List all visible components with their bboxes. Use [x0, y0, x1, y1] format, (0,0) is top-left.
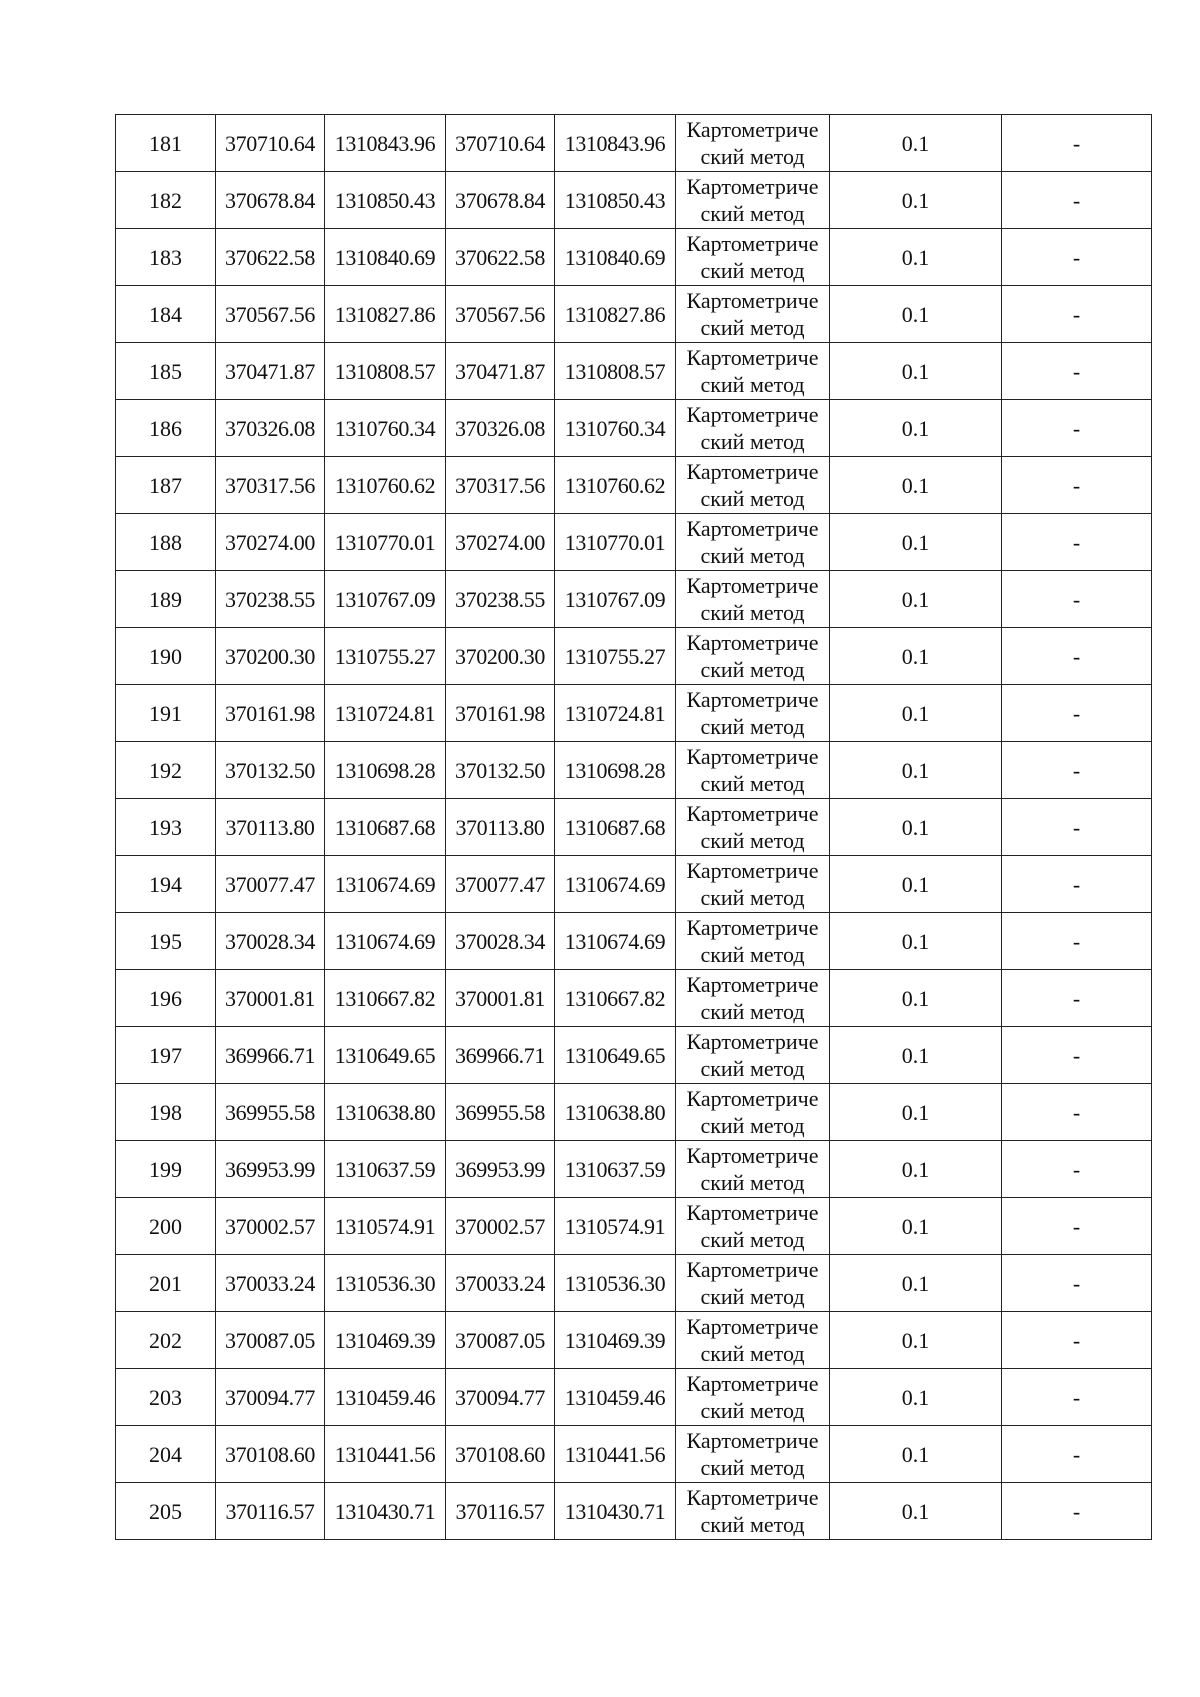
method-line-1: Картометриче [686, 915, 819, 940]
precision-cell: 0.1 [830, 742, 1002, 799]
table-row [116, 172, 1152, 229]
x-coordinate-cell: 370108.60 [446, 1426, 555, 1483]
method-cell [676, 1084, 830, 1141]
method-cell [676, 1255, 830, 1312]
x-coordinate-cell: 369966.71 [446, 1027, 555, 1084]
method-cell [676, 115, 830, 172]
note-cell: - [1002, 571, 1152, 628]
point-number-cell: 194 [116, 856, 216, 913]
note-cell: - [1002, 1369, 1152, 1426]
method-cell [676, 1426, 830, 1483]
table-row [116, 1027, 1152, 1084]
precision-cell: 0.1 [830, 1141, 1002, 1198]
note-cell: - [1002, 400, 1152, 457]
method-line-1: Картометриче [686, 402, 819, 427]
x-coordinate-cell: 370116.57 [216, 1483, 325, 1540]
table-row [116, 856, 1152, 913]
note-cell: - [1002, 1141, 1152, 1198]
method-line-1: Картометриче [686, 1029, 819, 1054]
x-coordinate-cell: 369955.58 [216, 1084, 325, 1141]
table-row [116, 571, 1152, 628]
table-row [116, 970, 1152, 1027]
y-coordinate-cell: 1310638.80 [325, 1084, 446, 1141]
precision-cell: 0.1 [830, 457, 1002, 514]
note-cell: - [1002, 685, 1152, 742]
method-line-1: Картометриче [686, 744, 819, 769]
method-line-2: ский метод [700, 1398, 805, 1423]
method-line-2: ский метод [700, 144, 805, 169]
y-coordinate-cell: 1310441.56 [555, 1426, 676, 1483]
method-cell [676, 913, 830, 970]
table-row [116, 343, 1152, 400]
table-row [116, 115, 1152, 172]
method-line-2: ский метод [700, 315, 805, 340]
y-coordinate-cell: 1310755.27 [555, 628, 676, 685]
note-cell: - [1002, 229, 1152, 286]
x-coordinate-cell: 370710.64 [216, 115, 325, 172]
precision-cell: 0.1 [830, 286, 1002, 343]
x-coordinate-cell: 370471.87 [446, 343, 555, 400]
method-line-2: ский метод [700, 1227, 805, 1252]
x-coordinate-cell: 370087.05 [216, 1312, 325, 1369]
method-cell [676, 457, 830, 514]
y-coordinate-cell: 1310827.86 [555, 286, 676, 343]
method-line-1: Картометриче [686, 573, 819, 598]
y-coordinate-cell: 1310667.82 [555, 970, 676, 1027]
point-number-cell: 188 [116, 514, 216, 571]
method-line-2: ский метод [700, 201, 805, 226]
table-row [116, 1426, 1152, 1483]
method-line-1: Картометриче [686, 459, 819, 484]
method-line-2: ский метод [700, 942, 805, 967]
y-coordinate-cell: 1310808.57 [555, 343, 676, 400]
point-number-cell: 195 [116, 913, 216, 970]
point-number-cell: 181 [116, 115, 216, 172]
x-coordinate-cell: 370317.56 [446, 457, 555, 514]
y-coordinate-cell: 1310687.68 [555, 799, 676, 856]
method-line-2: ский метод [700, 486, 805, 511]
x-coordinate-cell: 370238.55 [216, 571, 325, 628]
x-coordinate-cell: 370678.84 [216, 172, 325, 229]
table-row [116, 799, 1152, 856]
note-cell: - [1002, 1483, 1152, 1540]
method-line-1: Картометриче [686, 288, 819, 313]
precision-cell: 0.1 [830, 514, 1002, 571]
precision-cell: 0.1 [830, 172, 1002, 229]
y-coordinate-cell: 1310574.91 [555, 1198, 676, 1255]
precision-cell: 0.1 [830, 1198, 1002, 1255]
table-row [116, 1312, 1152, 1369]
point-number-cell: 187 [116, 457, 216, 514]
precision-cell: 0.1 [830, 1027, 1002, 1084]
y-coordinate-cell: 1310760.62 [555, 457, 676, 514]
y-coordinate-cell: 1310469.39 [325, 1312, 446, 1369]
precision-cell: 0.1 [830, 1483, 1002, 1540]
y-coordinate-cell: 1310637.59 [325, 1141, 446, 1198]
precision-cell: 0.1 [830, 1426, 1002, 1483]
y-coordinate-cell: 1310574.91 [325, 1198, 446, 1255]
x-coordinate-cell: 369953.99 [216, 1141, 325, 1198]
precision-cell: 0.1 [830, 571, 1002, 628]
table-row [116, 229, 1152, 286]
method-line-2: ский метод [700, 543, 805, 568]
method-cell [676, 400, 830, 457]
y-coordinate-cell: 1310843.96 [325, 115, 446, 172]
y-coordinate-cell: 1310755.27 [325, 628, 446, 685]
precision-cell: 0.1 [830, 1255, 1002, 1312]
precision-cell: 0.1 [830, 400, 1002, 457]
note-cell: - [1002, 742, 1152, 799]
method-cell [676, 856, 830, 913]
table-row [116, 1483, 1152, 1540]
method-cell [676, 172, 830, 229]
note-cell: - [1002, 799, 1152, 856]
y-coordinate-cell: 1310637.59 [555, 1141, 676, 1198]
point-number-cell: 196 [116, 970, 216, 1027]
x-coordinate-cell: 370710.64 [446, 115, 555, 172]
y-coordinate-cell: 1310808.57 [325, 343, 446, 400]
precision-cell: 0.1 [830, 1369, 1002, 1426]
y-coordinate-cell: 1310674.69 [555, 913, 676, 970]
precision-cell: 0.1 [830, 229, 1002, 286]
note-cell: - [1002, 1084, 1152, 1141]
document-page [115, 114, 1151, 1540]
x-coordinate-cell: 370002.57 [446, 1198, 555, 1255]
method-line-2: ский метод [700, 600, 805, 625]
method-cell [676, 1483, 830, 1540]
x-coordinate-cell: 369953.99 [446, 1141, 555, 1198]
x-coordinate-cell: 370326.08 [216, 400, 325, 457]
precision-cell: 0.1 [830, 970, 1002, 1027]
x-coordinate-cell: 370161.98 [446, 685, 555, 742]
precision-cell: 0.1 [830, 343, 1002, 400]
y-coordinate-cell: 1310667.82 [325, 970, 446, 1027]
y-coordinate-cell: 1310767.09 [555, 571, 676, 628]
x-coordinate-cell: 370033.24 [446, 1255, 555, 1312]
method-line-2: ский метод [700, 1170, 805, 1195]
y-coordinate-cell: 1310430.71 [325, 1483, 446, 1540]
note-cell: - [1002, 172, 1152, 229]
point-number-cell: 193 [116, 799, 216, 856]
point-number-cell: 186 [116, 400, 216, 457]
table-row [116, 400, 1152, 457]
method-line-1: Картометриче [686, 630, 819, 655]
y-coordinate-cell: 1310687.68 [325, 799, 446, 856]
x-coordinate-cell: 370116.57 [446, 1483, 555, 1540]
method-cell [676, 1312, 830, 1369]
point-number-cell: 191 [116, 685, 216, 742]
precision-cell: 0.1 [830, 913, 1002, 970]
method-line-1: Картометриче [686, 117, 819, 142]
x-coordinate-cell: 370471.87 [216, 343, 325, 400]
point-number-cell: 200 [116, 1198, 216, 1255]
table-row [116, 286, 1152, 343]
method-line-1: Картометриче [686, 1257, 819, 1282]
note-cell: - [1002, 115, 1152, 172]
x-coordinate-cell: 370094.77 [216, 1369, 325, 1426]
x-coordinate-cell: 369955.58 [446, 1084, 555, 1141]
x-coordinate-cell: 370622.58 [216, 229, 325, 286]
method-line-2: ский метод [700, 429, 805, 454]
method-line-1: Картометриче [686, 231, 819, 256]
x-coordinate-cell: 370161.98 [216, 685, 325, 742]
precision-cell: 0.1 [830, 628, 1002, 685]
y-coordinate-cell: 1310760.62 [325, 457, 446, 514]
method-line-1: Картометриче [686, 687, 819, 712]
y-coordinate-cell: 1310827.86 [325, 286, 446, 343]
point-number-cell: 184 [116, 286, 216, 343]
y-coordinate-cell: 1310430.71 [555, 1483, 676, 1540]
y-coordinate-cell: 1310674.69 [555, 856, 676, 913]
note-cell: - [1002, 1027, 1152, 1084]
point-number-cell: 182 [116, 172, 216, 229]
x-coordinate-cell: 370113.80 [446, 799, 555, 856]
method-line-1: Картометриче [686, 1371, 819, 1396]
point-number-cell: 202 [116, 1312, 216, 1369]
method-line-2: ский метод [700, 999, 805, 1024]
table-row [116, 1084, 1152, 1141]
y-coordinate-cell: 1310649.65 [555, 1027, 676, 1084]
x-coordinate-cell: 370077.47 [446, 856, 555, 913]
method-line-2: ский метод [700, 828, 805, 853]
note-cell: - [1002, 970, 1152, 1027]
method-line-2: ский метод [700, 1056, 805, 1081]
method-cell [676, 685, 830, 742]
x-coordinate-cell: 370108.60 [216, 1426, 325, 1483]
table-row [116, 628, 1152, 685]
note-cell: - [1002, 457, 1152, 514]
method-line-1: Картометриче [686, 972, 819, 997]
y-coordinate-cell: 1310698.28 [325, 742, 446, 799]
note-cell: - [1002, 628, 1152, 685]
x-coordinate-cell: 370087.05 [446, 1312, 555, 1369]
y-coordinate-cell: 1310770.01 [555, 514, 676, 571]
method-line-2: ский метод [700, 258, 805, 283]
method-line-2: ский метод [700, 1455, 805, 1480]
y-coordinate-cell: 1310760.34 [325, 400, 446, 457]
method-line-2: ский метод [700, 372, 805, 397]
method-line-1: Картометриче [686, 1314, 819, 1339]
x-coordinate-cell: 370326.08 [446, 400, 555, 457]
method-line-1: Картометриче [686, 801, 819, 826]
method-cell [676, 742, 830, 799]
method-cell [676, 799, 830, 856]
point-number-cell: 183 [116, 229, 216, 286]
y-coordinate-cell: 1310536.30 [325, 1255, 446, 1312]
x-coordinate-cell: 370274.00 [216, 514, 325, 571]
point-number-cell: 192 [116, 742, 216, 799]
y-coordinate-cell: 1310724.81 [555, 685, 676, 742]
point-number-cell: 203 [116, 1369, 216, 1426]
x-coordinate-cell: 370132.50 [446, 742, 555, 799]
method-line-1: Картометриче [686, 1428, 819, 1453]
method-line-1: Картометриче [686, 858, 819, 883]
method-line-1: Картометриче [686, 1485, 819, 1510]
table-row [116, 685, 1152, 742]
note-cell: - [1002, 343, 1152, 400]
method-line-1: Картометриче [686, 1200, 819, 1225]
coordinates-table [115, 114, 1152, 1540]
precision-cell: 0.1 [830, 115, 1002, 172]
table-row [116, 1255, 1152, 1312]
method-line-2: ский метод [700, 714, 805, 739]
y-coordinate-cell: 1310459.46 [555, 1369, 676, 1426]
note-cell: - [1002, 913, 1152, 970]
method-cell [676, 970, 830, 1027]
table-row [116, 913, 1152, 970]
x-coordinate-cell: 370567.56 [446, 286, 555, 343]
point-number-cell: 201 [116, 1255, 216, 1312]
x-coordinate-cell: 370317.56 [216, 457, 325, 514]
note-cell: - [1002, 1426, 1152, 1483]
x-coordinate-cell: 370028.34 [216, 913, 325, 970]
y-coordinate-cell: 1310469.39 [555, 1312, 676, 1369]
note-cell: - [1002, 856, 1152, 913]
note-cell: - [1002, 286, 1152, 343]
y-coordinate-cell: 1310843.96 [555, 115, 676, 172]
x-coordinate-cell: 370678.84 [446, 172, 555, 229]
y-coordinate-cell: 1310459.46 [325, 1369, 446, 1426]
x-coordinate-cell: 370001.81 [446, 970, 555, 1027]
method-cell [676, 1141, 830, 1198]
table-row [116, 514, 1152, 571]
point-number-cell: 204 [116, 1426, 216, 1483]
y-coordinate-cell: 1310840.69 [555, 229, 676, 286]
method-line-1: Картометриче [686, 1143, 819, 1168]
table-row [116, 1198, 1152, 1255]
x-coordinate-cell: 370113.80 [216, 799, 325, 856]
coordinates-table-body [116, 115, 1152, 1540]
precision-cell: 0.1 [830, 1084, 1002, 1141]
method-line-2: ский метод [700, 1284, 805, 1309]
method-cell [676, 343, 830, 400]
table-row [116, 1369, 1152, 1426]
x-coordinate-cell: 370622.58 [446, 229, 555, 286]
method-line-1: Картометриче [686, 174, 819, 199]
method-line-1: Картометриче [686, 1086, 819, 1111]
y-coordinate-cell: 1310770.01 [325, 514, 446, 571]
y-coordinate-cell: 1310850.43 [325, 172, 446, 229]
x-coordinate-cell: 370200.30 [216, 628, 325, 685]
x-coordinate-cell: 369966.71 [216, 1027, 325, 1084]
method-cell [676, 1369, 830, 1426]
method-cell [676, 571, 830, 628]
method-line-2: ский метод [700, 1512, 805, 1537]
x-coordinate-cell: 370132.50 [216, 742, 325, 799]
x-coordinate-cell: 370033.24 [216, 1255, 325, 1312]
method-line-2: ский метод [700, 657, 805, 682]
precision-cell: 0.1 [830, 856, 1002, 913]
precision-cell: 0.1 [830, 1312, 1002, 1369]
method-line-2: ский метод [700, 1341, 805, 1366]
note-cell: - [1002, 1255, 1152, 1312]
y-coordinate-cell: 1310674.69 [325, 856, 446, 913]
x-coordinate-cell: 370028.34 [446, 913, 555, 970]
method-line-2: ский метод [700, 1113, 805, 1138]
x-coordinate-cell: 370002.57 [216, 1198, 325, 1255]
point-number-cell: 199 [116, 1141, 216, 1198]
point-number-cell: 185 [116, 343, 216, 400]
precision-cell: 0.1 [830, 799, 1002, 856]
method-cell [676, 286, 830, 343]
x-coordinate-cell: 370077.47 [216, 856, 325, 913]
y-coordinate-cell: 1310698.28 [555, 742, 676, 799]
x-coordinate-cell: 370238.55 [446, 571, 555, 628]
method-line-2: ский метод [700, 885, 805, 910]
y-coordinate-cell: 1310536.30 [555, 1255, 676, 1312]
point-number-cell: 190 [116, 628, 216, 685]
x-coordinate-cell: 370274.00 [446, 514, 555, 571]
x-coordinate-cell: 370567.56 [216, 286, 325, 343]
y-coordinate-cell: 1310767.09 [325, 571, 446, 628]
method-cell [676, 229, 830, 286]
y-coordinate-cell: 1310638.80 [555, 1084, 676, 1141]
y-coordinate-cell: 1310760.34 [555, 400, 676, 457]
y-coordinate-cell: 1310840.69 [325, 229, 446, 286]
method-cell [676, 1027, 830, 1084]
y-coordinate-cell: 1310724.81 [325, 685, 446, 742]
table-row [116, 457, 1152, 514]
note-cell: - [1002, 1198, 1152, 1255]
precision-cell: 0.1 [830, 685, 1002, 742]
y-coordinate-cell: 1310441.56 [325, 1426, 446, 1483]
method-cell [676, 628, 830, 685]
y-coordinate-cell: 1310850.43 [555, 172, 676, 229]
method-cell [676, 514, 830, 571]
x-coordinate-cell: 370200.30 [446, 628, 555, 685]
y-coordinate-cell: 1310674.69 [325, 913, 446, 970]
point-number-cell: 189 [116, 571, 216, 628]
note-cell: - [1002, 1312, 1152, 1369]
y-coordinate-cell: 1310649.65 [325, 1027, 446, 1084]
point-number-cell: 198 [116, 1084, 216, 1141]
note-cell: - [1002, 514, 1152, 571]
x-coordinate-cell: 370094.77 [446, 1369, 555, 1426]
point-number-cell: 205 [116, 1483, 216, 1540]
table-row [116, 742, 1152, 799]
x-coordinate-cell: 370001.81 [216, 970, 325, 1027]
table-row [116, 1141, 1152, 1198]
point-number-cell: 197 [116, 1027, 216, 1084]
method-line-2: ский метод [700, 771, 805, 796]
method-cell [676, 1198, 830, 1255]
method-line-1: Картометриче [686, 345, 819, 370]
method-line-1: Картометриче [686, 516, 819, 541]
